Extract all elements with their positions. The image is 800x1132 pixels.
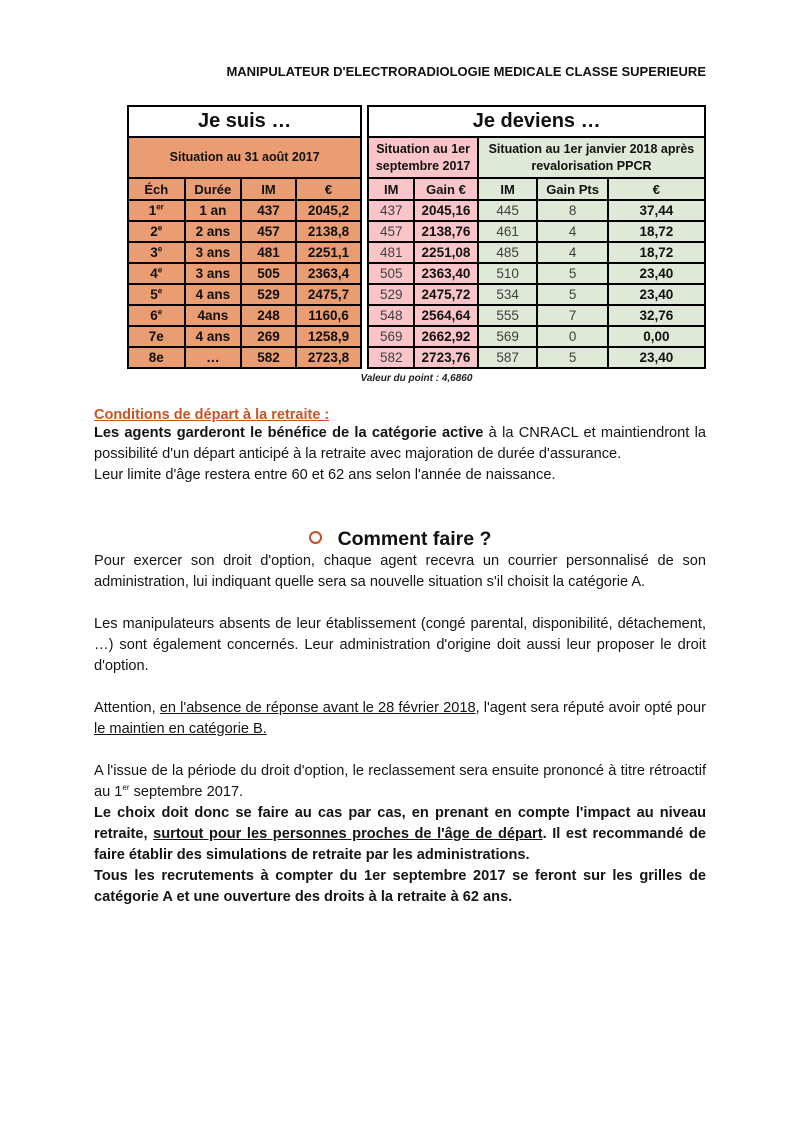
cell-im-aout: 269 [241,326,296,347]
cell-euro-janvier: 18,72 [608,221,705,242]
cell-echelon: 6e [128,305,185,326]
cell-euro-janvier: 0,00 [608,326,705,347]
cell-im-septembre: 582 [368,347,414,368]
cell-euro-janvier: 23,40 [608,284,705,305]
col-header-euro: € [608,178,705,200]
cell-euro-janvier: 18,72 [608,242,705,263]
attention-mid: , l'agent sera réputé avoir opté pour [475,700,706,716]
cell-gain-pts: 4 [537,221,607,242]
table-row [368,200,705,221]
paragraph-recrutements: Tous les recrutements à compter du 1er septembre 2017 se feront sur les grilles de catégorie A et une ouverture des droits à la retraite à 62 ans. [94,868,706,905]
cell-duree: 3 ans [185,263,242,284]
cell-im-janvier: 555 [478,305,538,326]
cell-gain-euro: 2662,92 [414,326,478,347]
cell-echelon: 3e [128,242,185,263]
cell-duree: 2 ans [185,221,242,242]
ordinal-superscript: er [156,202,164,212]
col-header-gain-euro: Gain € [414,178,478,200]
cell-gain-euro: 2723,76 [414,347,478,368]
table-row [368,347,705,368]
table-row [128,242,361,263]
paragraph-absents: Les manipulateurs absents de leur établissement (congé parental, disponibilité, détachement, …) sont également concernés. Leur administration d'origine doit aussi leur proposer le droit d'option. [94,616,706,674]
cell-im-aout: 582 [241,347,296,368]
table-row [368,305,705,326]
cell-im-aout: 248 [241,305,296,326]
cell-im-septembre: 569 [368,326,414,347]
cell-euro-aout: 2723,8 [296,347,362,368]
cell-gain-pts: 8 [537,200,607,221]
conditions-bold-lead: Les agents garderont le bénéfice de la catégorie active [94,425,484,441]
cell-im-janvier: 510 [478,263,538,284]
cell-gain-pts: 4 [537,242,607,263]
age-limit-paragraph: Leur limite d'âge restera entre 60 et 62 ans selon l'année de naissance. [94,467,556,483]
paragraph-droit-option: Pour exercer son droit d'option, chaque agent recevra un courrier personnalisé de son administration, lui indiquant quelle sera sa nouvelle situation s'il choisit la catégorie A. [94,553,706,590]
cell-im-janvier: 534 [478,284,538,305]
cell-im-septembre: 437 [368,200,414,221]
table-row [368,284,705,305]
cell-duree: 4ans [185,305,242,326]
cell-im-aout: 481 [241,242,296,263]
cell-duree: 1 an [185,200,242,221]
cell-im-aout: 457 [241,221,296,242]
cell-gain-pts: 5 [537,347,607,368]
cell-im-septembre: 548 [368,305,414,326]
cell-im-septembre: 529 [368,284,414,305]
ordinal-superscript: er [122,783,130,793]
cell-echelon: 5e [128,284,185,305]
table-je-suis-body [128,200,361,368]
col-header-im: IM [368,178,414,200]
cell-gain-pts: 7 [537,305,607,326]
cell-echelon: 1er [128,200,185,221]
paragraph-choix [94,803,706,866]
ordinal-superscript: e [157,286,163,296]
cell-im-aout: 505 [241,263,296,284]
cell-euro-aout: 1160,6 [296,305,362,326]
cell-im-janvier: 587 [478,347,538,368]
section-header-septembre-2017: Situation au 1er septembre 2017 [368,137,478,178]
col-header-duree: Durée [185,178,242,200]
point-value-footnote: Valeur du point : 4,6860 [360,373,473,384]
table-je-deviens [367,105,706,369]
cell-gain-pts: 5 [537,284,607,305]
table-row [128,284,361,305]
choix-lead: Le choix doit donc se faire au cas par cas, en prenant en compte l'impact au niveau retraite, [94,805,706,842]
section-header-janvier-2018: Situation au 1er janvier 2018 après revalorisation PPCR [478,137,705,178]
table-row [368,326,705,347]
cell-gain-euro: 2475,72 [414,284,478,305]
comment-faire-label: Comment faire ? [337,528,492,550]
group-header-je-deviens: Je deviens … [368,106,705,137]
circle-bullet-icon [309,531,322,544]
cell-im-janvier: 485 [478,242,538,263]
cell-gain-euro: 2564,64 [414,305,478,326]
conditions-rest: à la CNRACL et maintiendront la possibilité d'un départ anticipé à la retraite avec majoration de durée d'assurance. [94,425,706,462]
salary-grid-tables [127,105,706,369]
table-row [128,305,361,326]
cell-im-septembre: 481 [368,242,414,263]
cell-euro-aout: 2363,4 [296,263,362,284]
col-header-im: IM [478,178,538,200]
cell-euro-aout: 2045,2 [296,200,362,221]
cell-euro-janvier: 23,40 [608,263,705,284]
choix-underline: surtout pour les personnes proches de l'âge de départ [153,826,543,842]
cell-im-janvier: 569 [478,326,538,347]
section-header-row [368,137,705,178]
column-header-row [128,178,361,200]
col-header-echelon: Éch [128,178,185,200]
col-header-im: IM [241,178,296,200]
col-header-euro: € [296,178,362,200]
ordinal-superscript: e [157,244,163,254]
cell-euro-aout: 2251,1 [296,242,362,263]
cell-euro-aout: 2475,7 [296,284,362,305]
cell-duree: … [185,347,242,368]
table-row [128,221,361,242]
reclassement-lead: A l'issue de la période du droit d'option, le reclassement sera ensuite prononcé à titre rétroactif au 1 [94,763,706,800]
ordinal-superscript: e [157,307,163,317]
table-row [368,221,705,242]
cell-euro-janvier: 32,76 [608,305,705,326]
document-body [94,407,706,908]
cell-duree: 3 ans [185,242,242,263]
page-title: MANIPULATEUR D'ELECTRORADIOLOGIE MEDICALE CLASSE SUPERIEURE [226,64,706,79]
table-row [128,326,361,347]
section-header-aout-2017: Situation au 31 août 2017 [128,137,361,178]
group-header-row [128,106,361,137]
cell-euro-aout: 2138,8 [296,221,362,242]
cell-euro-janvier: 37,44 [608,200,705,221]
table-row [128,263,361,284]
cell-im-septembre: 505 [368,263,414,284]
table-je-deviens-body [368,200,705,368]
attention-underline-deadline: en l'absence de réponse avant le 28 février 2018 [159,700,476,716]
cell-gain-euro: 2138,76 [414,221,478,242]
cell-gain-pts: 5 [537,263,607,284]
group-header-row [368,106,705,137]
table-row [128,200,361,221]
cell-echelon: 7e [128,326,185,347]
table-row [128,347,361,368]
cell-euro-janvier: 23,40 [608,347,705,368]
group-header-je-suis: Je suis … [128,106,361,137]
cell-im-aout: 529 [241,284,296,305]
cell-euro-aout: 1258,9 [296,326,362,347]
section-header-row [128,137,361,178]
col-header-gain-pts: Gain Pts [537,178,607,200]
cell-echelon: 8e [128,347,185,368]
conditions-paragraph [94,423,706,465]
cell-gain-euro: 2045,16 [414,200,478,221]
table-row [368,263,705,284]
table-row [368,242,705,263]
attention-lead: Attention, [94,700,160,716]
table-je-suis [127,105,362,369]
cell-gain-pts: 0 [537,326,607,347]
cell-echelon: 2e [128,221,185,242]
cell-im-septembre: 457 [368,221,414,242]
cell-gain-euro: 2363,40 [414,263,478,284]
reclassement-end: septembre 2017. [129,784,244,800]
paragraph-attention [94,698,706,740]
cell-echelon: 4e [128,263,185,284]
cell-duree: 4 ans [185,326,242,347]
cell-gain-euro: 2251,08 [414,242,478,263]
cell-im-aout: 437 [241,200,296,221]
ordinal-superscript: e [157,265,163,275]
paragraph-reclassement [94,761,706,803]
ordinal-superscript: e [157,223,163,233]
comment-faire-heading [94,528,706,551]
conditions-heading: Conditions de départ à la retraite : [94,407,330,423]
choix-end: . Il est recommandé de faire établir des simulations de retraite par les administrations. [94,826,706,863]
column-header-row [368,178,705,200]
cell-im-janvier: 445 [478,200,538,221]
attention-underline-maintien: le maintien en catégorie B. [94,721,267,737]
cell-duree: 4 ans [185,284,242,305]
cell-im-janvier: 461 [478,221,538,242]
